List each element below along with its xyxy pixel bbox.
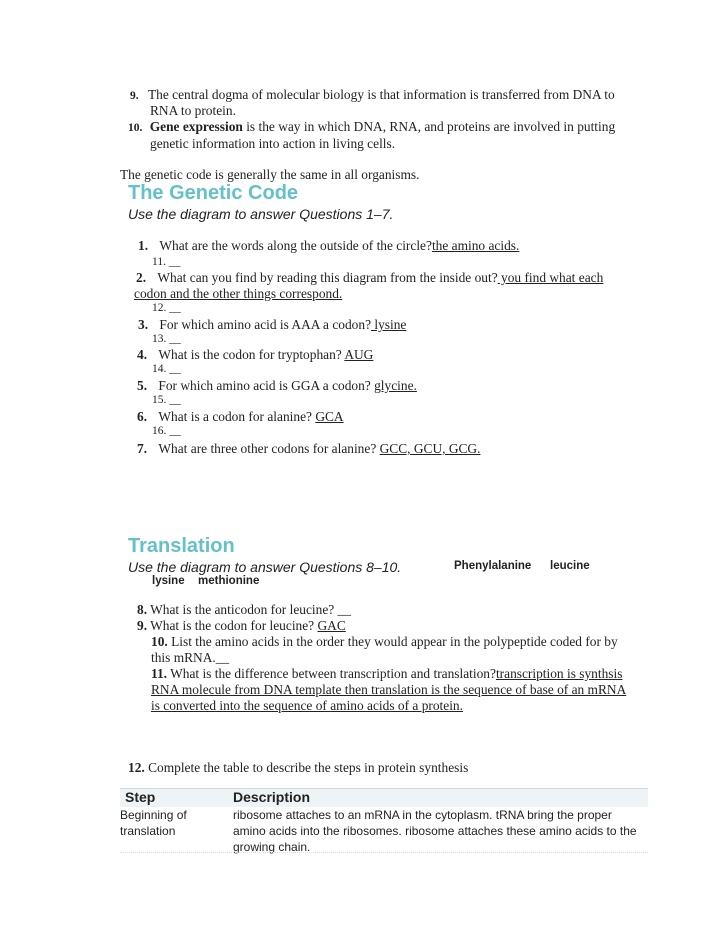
question-10: 10. List the amino acids in the order they would appear in the polypeptide coded for by xyxy=(151,634,618,649)
question-8: 8. What is the anticodon for leucine? __ xyxy=(137,602,351,617)
question-5: 5. For which amino acid is GGA a codon? glycine. xyxy=(137,378,417,393)
intro-item-9-cont: RNA to protein. xyxy=(150,103,236,118)
answer-11: transcription is synthsis xyxy=(495,666,623,681)
question-3: 3. For which amino acid is AAA a codon? lysine xyxy=(138,317,407,332)
sub-item-14: 14. __ xyxy=(152,363,181,375)
intro-item-10-cont: genetic information into action in living cells. xyxy=(150,136,396,151)
answer-5: glycine. xyxy=(374,378,417,393)
intro-item-9: 9. The central dogma of molecular biology is that information is transferred from DNA to xyxy=(130,87,615,102)
answer-11-cont-2: is converted into the sequence of amino acids of a protein. xyxy=(151,698,463,713)
translation-subheading: Use the diagram to answer Questions 8–10. xyxy=(128,559,402,575)
question-2: 2. What can you find by reading this diagram from the inside out? you find what each xyxy=(136,270,604,285)
sub-item-12: 12. __ xyxy=(152,302,181,314)
genetic-code-note: The genetic code is generally the same in all organisms. xyxy=(120,167,420,182)
amino-leucine: leucine xyxy=(550,560,590,572)
table-row-1-step: Beginning of translation xyxy=(120,808,187,838)
answer-1: the amino acids. xyxy=(431,238,520,253)
table-bottom-divider xyxy=(120,852,648,853)
table-header xyxy=(120,788,648,807)
translation-heading: Translation xyxy=(128,535,235,557)
answer-6: GCA xyxy=(315,409,344,424)
question-1: 1. What are the words along the outside of the circle?the amino acids. xyxy=(138,238,520,253)
answer-2: you find what each xyxy=(497,270,604,285)
answer-4: AUG xyxy=(344,347,374,362)
answer-9: GAC xyxy=(317,618,346,633)
intro-item-10: 10. Gene expression is the way in which DNA, RNA, and proteins are involved in putting xyxy=(128,119,616,134)
answer-11-cont-1: RNA molecule from DNA template then translation is the sequence of base of an mRNA xyxy=(151,682,627,697)
sub-item-16: 16. __ xyxy=(152,425,181,437)
amino-phenylalanine: Phenylalanine xyxy=(454,560,532,572)
genetic-code-heading: The Genetic Code xyxy=(128,182,299,204)
sub-item-15: 15. __ xyxy=(152,394,181,406)
question-4: 4. What is the codon for tryptophan? AUG xyxy=(137,347,374,362)
answer-7: GCC, GCU, GCG. xyxy=(379,441,481,456)
answer-2-cont: codon and the other things correspond. xyxy=(134,286,343,301)
table-header-description: Description xyxy=(233,789,311,805)
question-10-cont: this mRNA.__ xyxy=(151,650,230,665)
genetic-code-subheading: Use the diagram to answer Questions 1–7. xyxy=(128,206,394,222)
amino-lysine: lysine xyxy=(152,575,185,587)
sub-item-13: 13. __ xyxy=(152,333,181,345)
answer-3: lysine xyxy=(371,317,407,332)
question-6: 6. What is a codon for alanine? GCA xyxy=(137,409,344,424)
question-9: 9. What is the codon for leucine? GAC xyxy=(137,618,346,633)
sub-item-11: 11. __ xyxy=(152,256,181,268)
table-header-step: Step xyxy=(125,789,156,805)
question-12: 12. Complete the table to describe the steps in protein synthesis xyxy=(128,760,469,775)
amino-methionine: methionine xyxy=(198,575,260,587)
question-11: 11. What is the difference between transcription and translation?transcription is synthsis xyxy=(151,666,623,681)
question-7: 7. What are three other codons for alanine? GCC, GCU, GCG. xyxy=(137,441,481,456)
table-row-1-description: ribosome attaches to an mRNA in the cytoplasm. tRNA bring the proper amino acids into the ribosomes. ribosome attaches these amino acids to the growing chain. xyxy=(233,808,637,854)
